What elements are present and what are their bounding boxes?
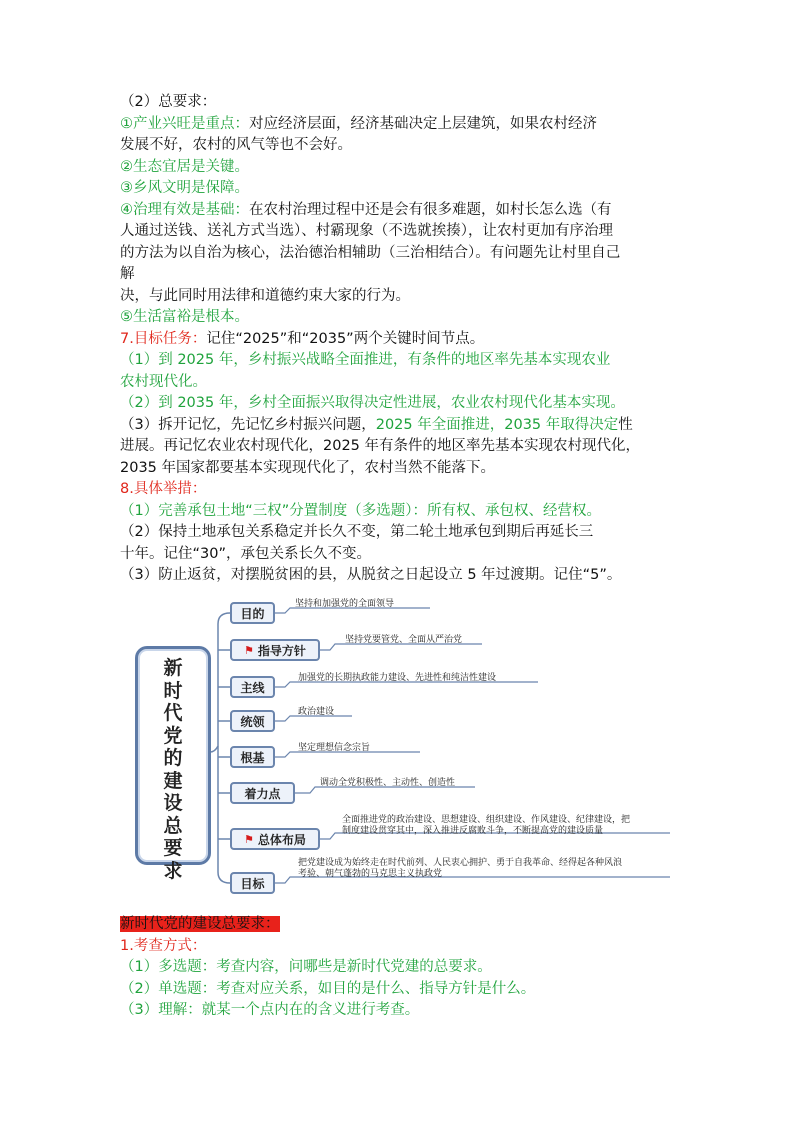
document-body [120,92,690,587]
node-focus-desc: 调动全党积极性、主动性、创造性 [320,778,456,788]
exam-item-1: （1）多选题：考查内容，问哪些是新时代党建的总要求。 [120,959,492,975]
node-layout-desc-2: 制度建设贯穿其中，深入推进反腐败斗争，不断提高党的建设质量 [342,826,604,836]
mindmap-root-label: 新时代党的建设总要求 [163,657,183,882]
node-layout-desc: 全面推进党的政治建设、思想建设、组织建设、作风建设、纪律建设，把 [342,815,631,825]
goal-3-cont: 进展。再记忆农业农村现代化，2025 年有条件的地区率先基本实现农村现代化， [120,438,641,454]
node-layout: ⚑ 总体布局 [230,828,320,850]
item4-label: ④治理有效是基础： [120,201,249,218]
requirements-heading: （2）总要求： [120,94,217,110]
node-goal-desc-2: 考验、朝气蓬勃的马克思主义执政党 [298,869,443,879]
measures-label: 8.具体举措： [120,481,207,497]
node-purpose: 目的 [230,602,275,624]
goals-label: 7.目标任务： [120,330,207,347]
goal-1: （1）到 2025 年，乡村振兴战略全面推进，有条件的地区率先基本实现农业 [120,352,611,368]
item1-label: ①产业兴旺是重点： [120,115,249,132]
goal-3-highlight: 2025 年全面推进，2035 年取得决定 [375,416,619,433]
goal-3: （3）拆开记忆，先记忆乡村振兴问题， [120,416,376,433]
node-foundation: 根基 [230,746,275,768]
item5: ⑤生活富裕是根本。 [120,309,249,325]
mindmap-root [135,646,211,882]
measure-2-cont: 十年。记住“30”，承包关系长久不变。 [120,545,371,562]
item4-text: 在农村治理过程中还是会有很多难题，如村长怎么选（有 [249,201,612,218]
goal-3-end: 性 [618,416,633,433]
node-lead: 统领 [230,710,275,732]
item4-text-d: 解 [120,266,135,282]
node-purpose-desc: 坚持和加强党的全面领导 [295,599,395,609]
exam-item-3: （3）理解：就某一个点内在的含义进行考查。 [120,1002,420,1018]
node-mainline: 主线 [230,676,275,698]
exam-title: 新时代党的建设总要求： [120,916,280,932]
goal-2: （2）到 2035 年，乡村全面振兴取得决定性进展，农业农村现代化基本实现。 [120,395,625,411]
exam-item-2: （2）单选题：考查对应关系，如目的是什么、指导方针是什么。 [120,980,536,997]
goal-3-cont2: 2035 年国家都要基本实现现代化了，农村当然不能落下。 [120,459,496,476]
item1-text-cont: 发展不好，农村的风气等也不会好。 [120,137,352,153]
flag-icon: ⚑ [244,832,254,846]
node-focus: 着力点 [230,782,295,804]
goal-1-cont: 农村现代化。 [120,373,207,390]
flag-icon: ⚑ [244,643,254,657]
measure-3: （3）防止返贫，对摆脱贫困的县，从脱贫之日起设立 5 年过渡期。记住“5”。 [120,567,622,583]
node-lead-desc: 政治建设 [298,707,335,717]
node-guideline-desc: 坚持党要管党、全面从严治党 [345,635,463,645]
item4-text-b: 人通过送钱、送礼方式当选）、村霸现象（不选就挨揍），让农村更加有序治理 [120,223,613,239]
node-guideline: ⚑ 指导方针 [230,639,320,661]
mindmap [130,596,670,896]
item1-text: 对应经济层面，经济基础决定上层建筑，如果农村经济 [249,115,597,132]
exam-section [120,914,690,1022]
node-goal: 目标 [230,872,275,894]
measure-2: （2）保持土地承包关系稳定并长久不变，第二轮土地承包到期后再延长三 [120,524,594,540]
node-mainline-desc: 加强党的长期执政能力建设、先进性和纯洁性建设 [298,673,497,683]
item3: ③乡风文明是保障。 [120,180,249,196]
node-goal-desc: 把党建设成为始终走在时代前列、人民衷心拥护、勇于自我革命、经得起各种风浪 [298,858,623,868]
item2: ②生态宜居是关键。 [120,158,249,175]
node-foundation-desc: 坚定理想信念宗旨 [298,743,371,753]
item4-text-e: 决，与此同时用法律和道德约束大家的行为。 [120,287,410,304]
goals-intro: 记住“2025”和“2035”两个关键时间节点。 [206,330,485,347]
item4-text-c: 的方法为以自治为核心，法治德治相辅助（三治相结合）。有问题先让村里自己 [120,244,621,261]
measure-1: （1）完善承包土地“三权”分置制度（多选题）：所有权、承包权、经营权。 [120,502,601,519]
exam-method: 1.考查方式： [120,937,207,954]
